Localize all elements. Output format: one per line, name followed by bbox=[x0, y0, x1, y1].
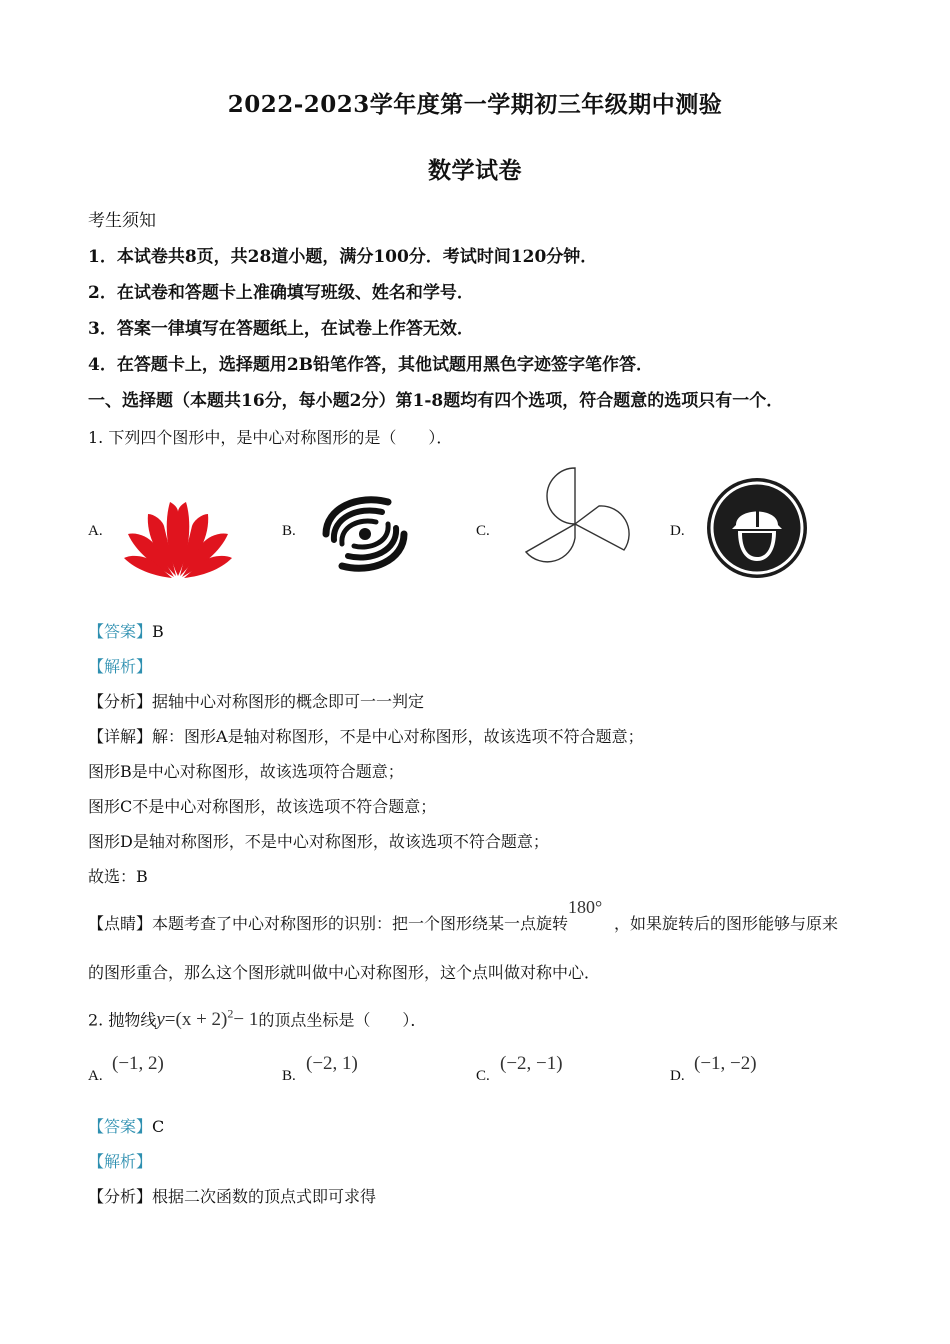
q2-formula-tail: − 1 bbox=[233, 1009, 259, 1031]
q1-comment-part2: ，如果旋转后的图形能够与原来 bbox=[614, 914, 839, 933]
q2-fenxi-tag: 【分析】 bbox=[88, 1187, 153, 1206]
swirl-logo-icon bbox=[318, 490, 412, 578]
q1-comment-tag: 【点睛】 bbox=[88, 914, 153, 933]
q1-detail-tag: 【详解】 bbox=[88, 727, 153, 746]
q1-detail-row bbox=[88, 724, 644, 747]
q1-comment-line-2: 的图形重合，那么这个图形就叫做中心对称图形，这个点叫做对称中心． bbox=[88, 963, 601, 982]
q2-option-a-value: (−1, 2) bbox=[112, 1053, 164, 1074]
q2-stem-prefix: 2. 抛物线 bbox=[88, 1010, 157, 1030]
notice-item-2: 2．在试卷和答题卡上准确填写班级、姓名和学号． bbox=[88, 283, 474, 303]
notice-item-4: 4．在答题卡上，选择题用2B铅笔作答，其他试题用黑色字迹签字笔作答． bbox=[88, 355, 654, 375]
q1-analysis-tag: 【解析】 bbox=[88, 657, 153, 676]
q1-choice-line: 故选：B bbox=[88, 867, 148, 886]
q1-answer-value: B bbox=[152, 622, 164, 641]
q2-answer-tag: 【答案】 bbox=[88, 1117, 153, 1136]
q1-comment-part1: 本题考查了中心对称图形的识别：把一个图形绕某一点旋转 bbox=[152, 914, 569, 933]
notice-item-1: 1．本试卷共8页，共28道小题，满分100分．考试时间120分钟． bbox=[88, 247, 598, 267]
q1-detail-line-3: 图形C不是中心对称图形，故该选项不符合题意； bbox=[88, 797, 437, 816]
notice-heading: 考生须知 bbox=[88, 211, 156, 231]
pinwheel-blades bbox=[526, 468, 629, 562]
q2-formula-exp: 2 bbox=[227, 1007, 234, 1021]
q2-option-d-value: (−1, −2) bbox=[694, 1053, 757, 1074]
q2-stem-row bbox=[88, 1007, 426, 1031]
q2-option-d-label: D. bbox=[670, 1068, 685, 1084]
q2-formula-lhs: y bbox=[156, 1009, 165, 1031]
exam-title: 2022-2023学年度第一学期初三年级期中测验 bbox=[227, 91, 723, 118]
q1-answer-tag: 【答案】 bbox=[88, 622, 153, 641]
q2-option-b-value: (−2, 1) bbox=[306, 1053, 358, 1074]
q1-detail-line-4: 图形D是轴对称图形，不是中心对称图形，故该选项不符合题意； bbox=[88, 832, 549, 851]
section-1-heading: 一、选择题（本题共16分，每小题2分）第1-8题均有四个选项，符合题意的选项只有一个． bbox=[88, 391, 784, 411]
q1-detail-line-2: 图形B是中心对称图形，故该选项符合题意； bbox=[88, 762, 404, 781]
q1-answer-row bbox=[88, 619, 164, 642]
q1-fenxi-tag: 【分析】 bbox=[88, 692, 153, 711]
q2-analysis-tag: 【解析】 bbox=[88, 1152, 153, 1171]
q2-fenxi-text: 根据二次函数的顶点式即可求得 bbox=[152, 1187, 377, 1206]
q1-stem: 1. 下列四个图形中，是中心对称图形的是（ ）． bbox=[88, 428, 453, 447]
q2-option-b-label: B. bbox=[282, 1068, 296, 1084]
q1-option-a-label: A. bbox=[88, 523, 103, 539]
q1-comment-row bbox=[88, 897, 839, 934]
q1-fenxi-text: 据轴中心对称图形的概念即可一一判定 bbox=[152, 692, 425, 711]
q1-comment-angle: 180° bbox=[568, 897, 603, 917]
q2-option-a-label: A. bbox=[88, 1068, 103, 1084]
q2-formula bbox=[156, 1008, 258, 1030]
notice-item-3: 3．答案一律填写在答题纸上，在试卷上作答无效． bbox=[88, 319, 474, 339]
q2-answer-row bbox=[88, 1114, 164, 1137]
q1-option-c-label: C. bbox=[476, 523, 490, 539]
three-blade-pinwheel-icon bbox=[520, 464, 630, 568]
huawei-logo-icon bbox=[118, 492, 238, 582]
q1-fenxi-row bbox=[88, 689, 424, 712]
q1-option-b-label: B. bbox=[282, 523, 296, 539]
q2-formula-base: (x + 2) bbox=[175, 1009, 228, 1031]
q2-option-c-value: (−2, −1) bbox=[500, 1053, 563, 1074]
exam-subtitle: 数学试卷 bbox=[428, 157, 522, 184]
q1-option-d-label: D. bbox=[670, 523, 685, 539]
q1-detail-line-1: 解：图形A是轴对称图形，不是中心对称图形，故该选项不符合题意； bbox=[152, 727, 644, 746]
huawei-petals bbox=[124, 502, 232, 578]
helmet-sign-icon bbox=[706, 477, 808, 579]
q2-fenxi-row bbox=[88, 1184, 376, 1207]
q2-answer-value: C bbox=[152, 1117, 165, 1136]
q2-option-c-label: C. bbox=[476, 1068, 490, 1084]
swirl-center bbox=[359, 528, 371, 540]
q2-formula-eq: = bbox=[164, 1009, 176, 1031]
q2-stem-suffix: 的顶点坐标是（ ）． bbox=[258, 1010, 427, 1030]
